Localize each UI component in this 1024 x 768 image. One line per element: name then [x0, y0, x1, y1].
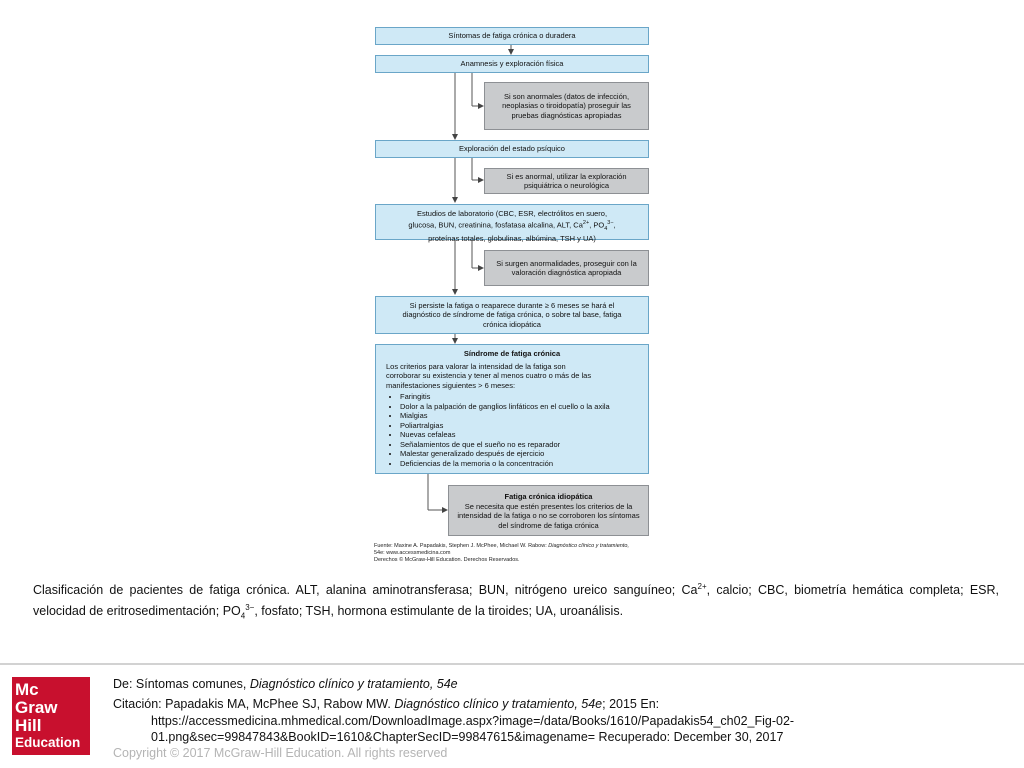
citation-url-line2: 01.png&sec=99847843&BookID=1610&ChapterSecID=99847615&imagename= Recuperado: December 30, 2017 [151, 730, 784, 744]
flow-text: Si surgen anormalidades, proseguir con la valoración diagnóstica apropiada [496, 258, 637, 277]
source-chapter: De: Síntomas comunes, Diagnóstico clínico y tratamiento, 54e [113, 677, 458, 691]
syndrome-criteria-list [386, 392, 638, 468]
list-item: • Malestar generalizado después de ejercicio [400, 449, 638, 459]
flow-text: Estudios de laboratorio (CBC, ESR, electrólitos en suero, [416, 209, 608, 218]
citation-url-line1: https://accessmedicina.mhmedical.com/DownloadImage.aspx?image=/data/Books/1610/Papadakis54_ch02_Fig-02- [151, 714, 795, 728]
citation: Citación: Papadakis MA, McPhee SJ, Rabow MW. Diagnóstico clínico y tratamiento, 54e; 2015 En: [113, 697, 660, 711]
flow-side-psychiatric [484, 168, 649, 194]
flow-box-psychic-exam [375, 140, 649, 158]
divider [0, 663, 1024, 665]
flow-text: Exploración del estado psíquico [459, 144, 565, 154]
flow-side-lab-abnormal [484, 250, 649, 286]
flow-box-idiopathic [448, 485, 649, 536]
copyright-notice: Copyright © 2017 McGraw-Hill Education. All rights reserved [113, 746, 448, 760]
list-item: • Nuevas cefaleas [400, 430, 638, 440]
flow-box-syndrome [375, 344, 649, 474]
list-item: • Poliartralgias [400, 421, 638, 431]
list-item: • Dolor a la palpación de ganglios linfáticos en el cuello o la axila [400, 402, 638, 412]
list-item: • Faringitis [400, 392, 638, 402]
idiopathic-text: Se necesita que estén presentes los criterios de la intensidad de la fatiga o no se corroboren los síntomas del síndrome de fatiga crónica [457, 501, 640, 530]
flow-box-lab-studies [375, 204, 649, 243]
flow-side-abnormal-exam [484, 82, 649, 130]
syndrome-intro: Los criterios para valorar la intensidad de la fatiga son corroborar su existencia y tener al menos cuatro o más de las manifestaciones siguientes > 6 meses: [386, 361, 592, 390]
flow-text: Si persiste la fatiga o reaparece durante ≥ 6 meses se hará el diagnóstico de síndrome de fatiga crónica, o sobre tal base, fatiga crónica idiopática [402, 300, 622, 329]
idiopathic-title: Fatiga crónica idiopática [504, 492, 593, 501]
flow-text: glucosa, BUN, creatinina, fosfatasa alcalina, ALT, $Ca^{2+}$, $PO_4^{3-}$, [408, 219, 616, 232]
figure-source: Fuente: Maxine A. Papadakis, Stephen J. McPhee, Michael W. Rabow: Diagnóstico clínico y tratamiento, 54e: www.accessmedicina.com Derechos © McGraw-Hill Education. Derechos Reservados. [374, 543, 629, 563]
flow-text: proteínas totales, globulinas, albúmina, TSH y UA) [428, 234, 596, 243]
flow-text: Si son anormales (datos de infección, neoplasias o tiroidopatía) proseguir las pruebas diagnósticas apropiadas [502, 91, 631, 120]
list-item: • Señalamientos de que el sueño no es reparador [400, 440, 638, 450]
flow-box-symptoms [375, 27, 649, 45]
flow-box-persistent-fatigue [375, 296, 649, 334]
flow-text: Si es anormal, utilizar la exploración psiquiátrica o neurológica [506, 171, 627, 190]
syndrome-title: Síndrome de fatiga crónica [463, 349, 561, 358]
figure-caption: Clasificación de pacientes de fatiga crónica. ALT, alanina aminotransferasa; BUN, nitrógeno ureico sanguíneo; $Ca^{2+}$, calcio; CBC, biometría hemática completa; ESR, velocidad de eritrosedimentación; $PO_4^{3-}$, fosfato; TSH, hormona estimulante de la tiroides; UA, uroanálisis. [33, 582, 999, 621]
mcgraw-hill-logo: Mc Graw Hill Education [12, 677, 90, 755]
flow-text: Síntomas de fatiga crónica o duradera [448, 31, 576, 41]
flow-box-anamnesis [375, 55, 649, 73]
list-item: • Deficiencias de la memoria o la concentración [400, 459, 638, 469]
list-item: • Mialgias [400, 411, 638, 421]
flow-text: Anamnesis y exploración física [460, 59, 564, 69]
